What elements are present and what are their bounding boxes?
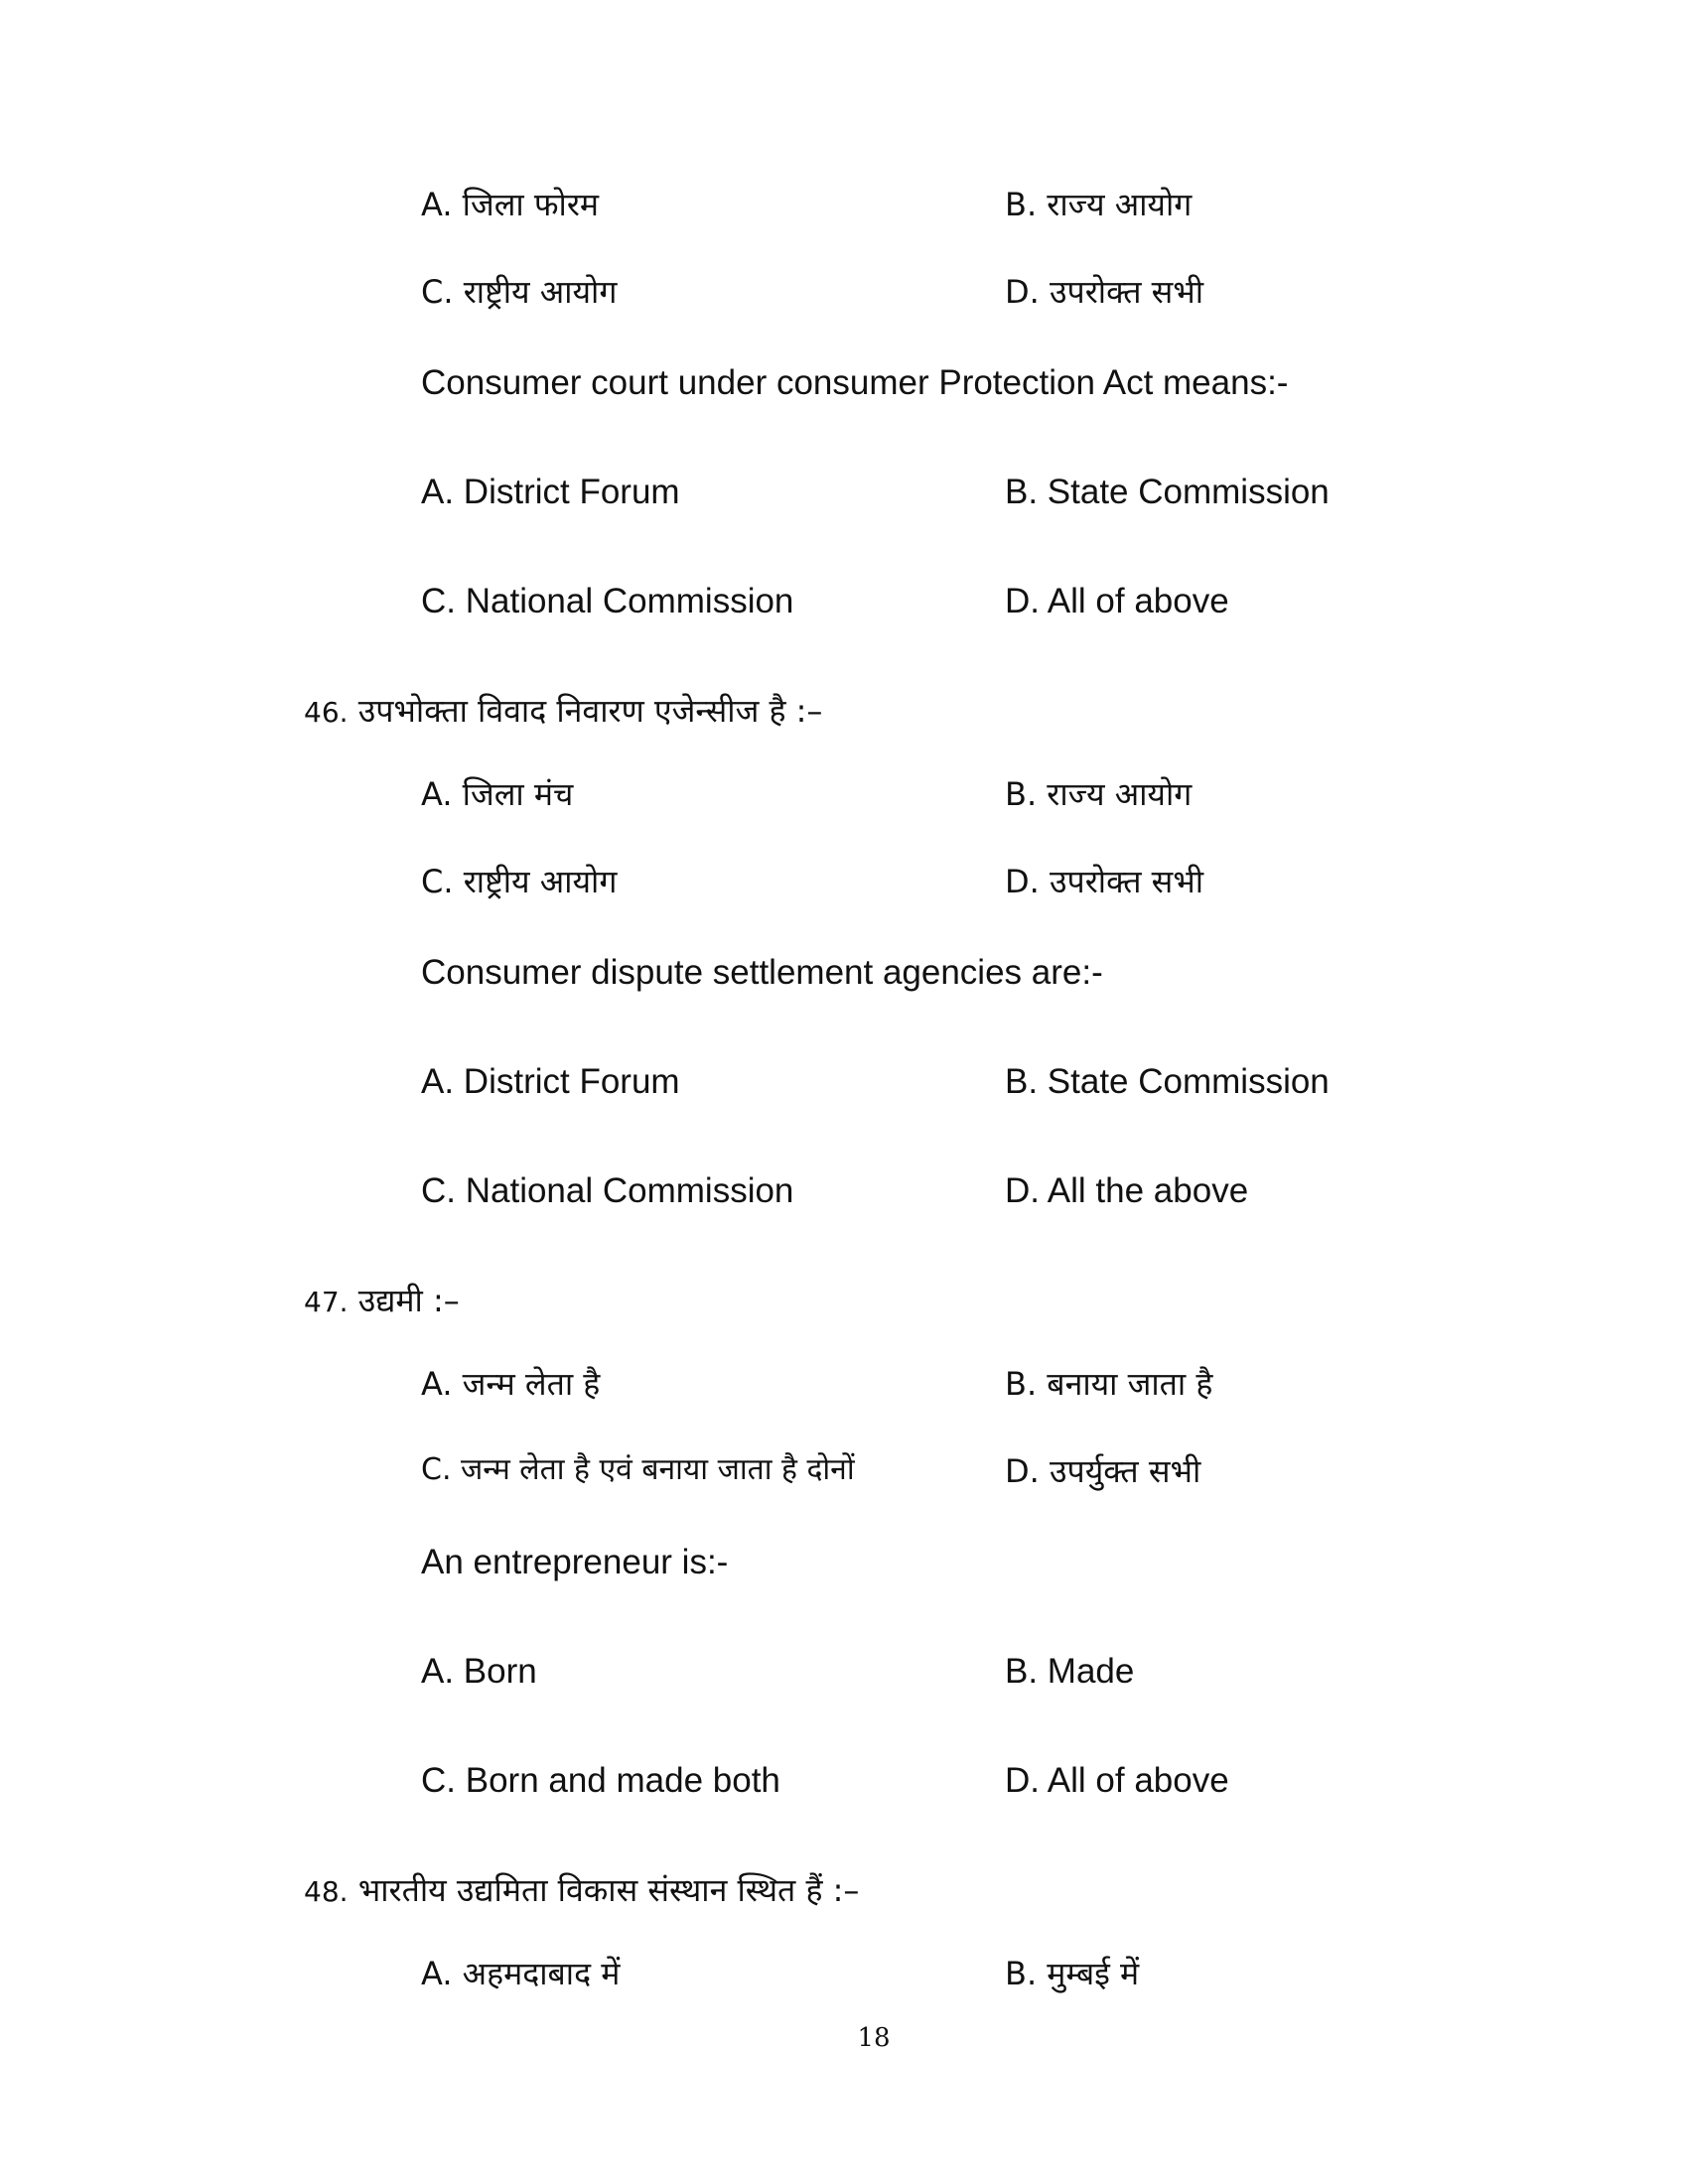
q48-option-a-hi: A. अहमदाबाद में bbox=[421, 1955, 621, 1992]
q46-option-d-hi: D. उपरोक्त सभी bbox=[1005, 863, 1204, 900]
q47-option-a-hi: A. जन्म लेता है bbox=[421, 1365, 601, 1403]
q46-question-hi bbox=[304, 692, 823, 730]
q46-option-c-en: C. National Commission bbox=[421, 1171, 794, 1210]
q47-option-b-hi: B. बनाया जाता है bbox=[1005, 1365, 1213, 1403]
q46-question-en: Consumer dispute settlement agencies are:- bbox=[421, 953, 1103, 992]
q47-question-en: An entrepreneur is:- bbox=[421, 1543, 729, 1581]
q45-option-d-hi: D. उपरोक्त सभी bbox=[1005, 273, 1204, 311]
q47-option-c-en: C. Born and made both bbox=[421, 1761, 780, 1800]
q48-option-b-hi: B. मुम्बई में bbox=[1005, 1955, 1140, 1992]
q47-question-hi bbox=[304, 1282, 460, 1319]
q46-option-d-en: D. All the above bbox=[1005, 1171, 1249, 1210]
q48-question-hi bbox=[304, 1871, 860, 1909]
q46-option-b-hi: B. राज्य आयोग bbox=[1005, 775, 1193, 813]
q45-option-a-en: A. District Forum bbox=[421, 473, 680, 511]
q45-option-b-en: B. State Commission bbox=[1005, 473, 1330, 511]
q46-number: 46. bbox=[304, 696, 349, 729]
q46-option-a-en: A. District Forum bbox=[421, 1062, 680, 1101]
q45-option-c-hi: C. राष्ट्रीय आयोग bbox=[421, 273, 618, 311]
q48-number: 48. bbox=[304, 1875, 349, 1908]
q45-option-b-hi: B. राज्य आयोग bbox=[1005, 186, 1193, 223]
q46-option-a-hi: A. जिला मंच bbox=[421, 775, 574, 813]
q45-option-a-hi: A. जिला फोरम bbox=[421, 186, 600, 223]
q47-option-d-hi: D. उपर्युक्त सभी bbox=[1005, 1452, 1201, 1490]
q48-question-hi-text: भारतीय उद्यमिता विकास संस्थान स्थित हैं :– bbox=[357, 1871, 860, 1909]
page-number: 18 bbox=[857, 2023, 891, 2053]
q46-question-hi-text: उपभोक्ता विवाद निवारण एजेन्सीज है :– bbox=[357, 692, 823, 730]
q45-option-c-en: C. National Commission bbox=[421, 582, 794, 620]
q45-question-en: Consumer court under consumer Protection Act means:- bbox=[421, 363, 1289, 402]
q46-option-c-hi: C. राष्ट्रीय आयोग bbox=[421, 863, 618, 900]
q47-option-a-en: A. Born bbox=[421, 1652, 537, 1691]
q47-option-b-en: B. Made bbox=[1005, 1652, 1135, 1691]
q47-option-c-hi: C. जन्म लेता है एवं बनाया जाता है दोनों bbox=[421, 1452, 855, 1487]
q46-option-b-en: B. State Commission bbox=[1005, 1062, 1330, 1101]
q47-option-d-en: D. All of above bbox=[1005, 1761, 1229, 1800]
q47-question-hi-text: उद्यमी :– bbox=[357, 1282, 460, 1319]
q45-option-d-en: D. All of above bbox=[1005, 582, 1229, 620]
q47-number: 47. bbox=[304, 1286, 349, 1318]
